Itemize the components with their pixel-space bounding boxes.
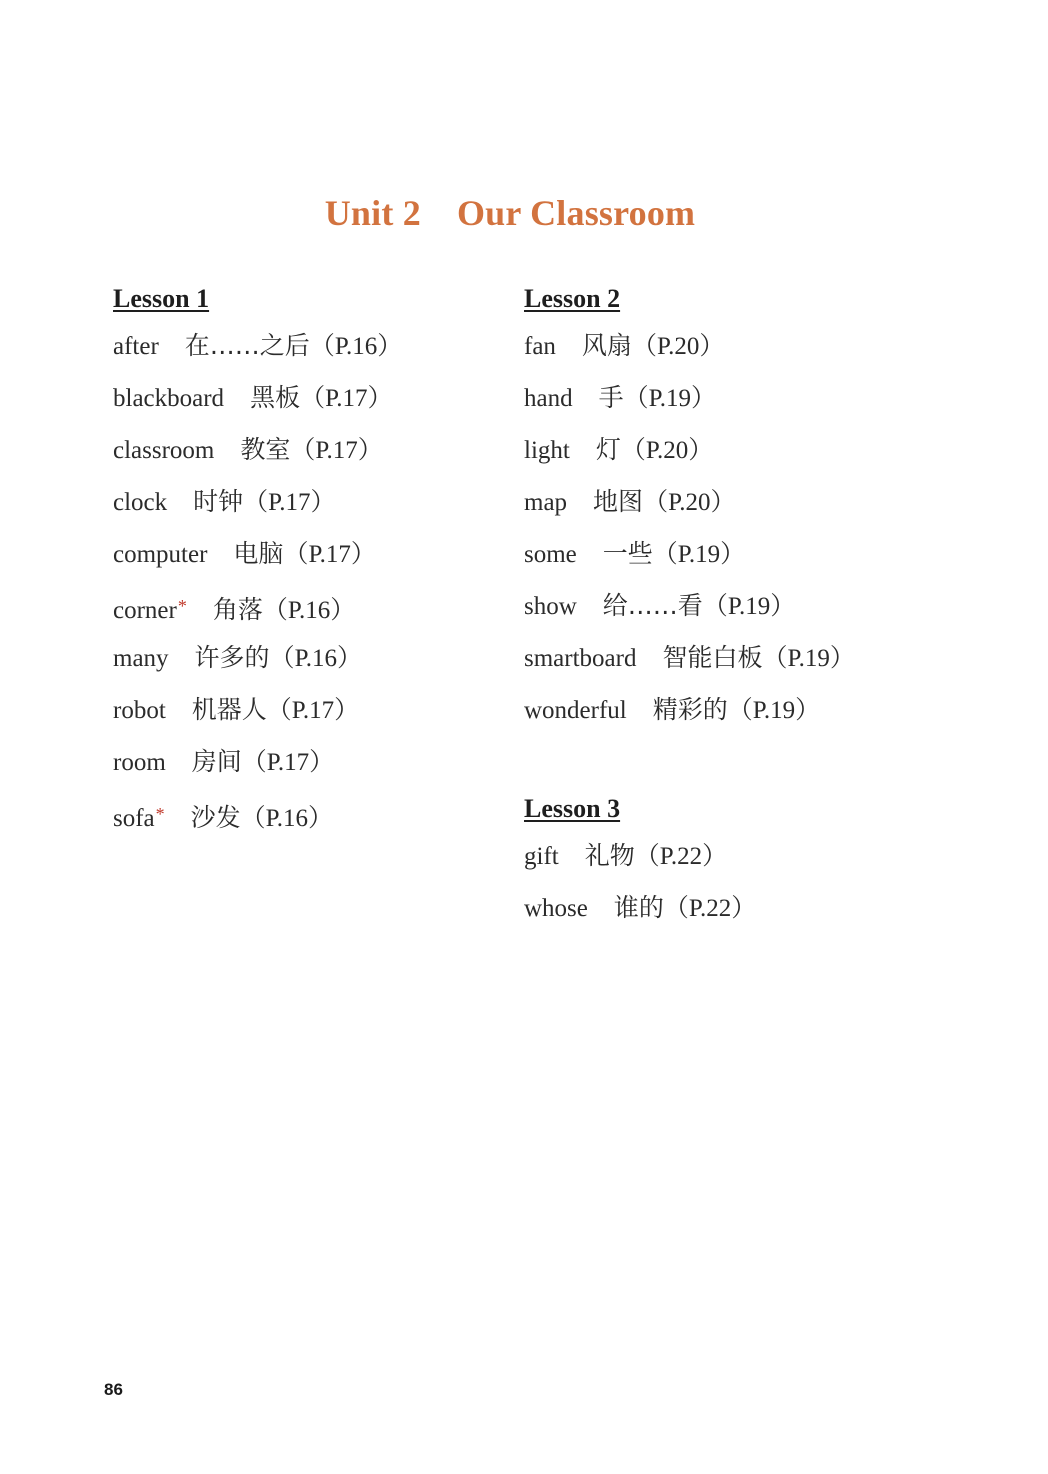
vocab-word: many [113,645,169,672]
vocab-meaning: 时钟 [193,487,244,516]
page-number: 86 [104,1380,123,1399]
lesson-2-3-column [524,278,944,934]
vocab-entry [524,372,944,424]
page-reference: （P.20） [631,333,725,360]
vocab-meaning: 电脑 [233,539,284,568]
vocab-entry [113,632,533,684]
section-spacer [524,736,944,788]
optional-word-star: * [177,596,187,616]
vocab-word: whose [524,895,588,922]
vocab-word: map [524,489,568,516]
vocab-word: classroom [113,437,215,464]
page-reference: （P.17） [300,385,393,412]
vocab-word: robot [113,697,166,724]
vocab-entry [113,476,533,528]
vocab-word: after [113,333,159,360]
vocab-entry [524,882,944,934]
vocab-entry [524,320,944,372]
unit-name: Our Classroom [456,193,696,233]
page-reference: （P.16） [262,597,356,624]
vocab-meaning: 智能白板 [662,643,763,672]
page-reference: （P.19） [702,593,796,620]
vocab-meaning: 黑板 [250,383,301,412]
page-reference: （P.17） [241,749,335,776]
vocab-meaning: 角落 [212,595,263,624]
vocab-word: light [524,437,570,464]
vocab-entry [113,372,533,424]
page-reference: （P.17） [290,437,383,464]
vocab-meaning: 礼物 [584,841,635,870]
vocab-meaning: 许多的 [194,643,270,672]
vocab-word: blackboard [113,385,225,412]
vocab-word: sofa [113,805,155,832]
page-reference: （P.20） [620,437,714,464]
page-reference: （P.22） [663,895,757,922]
vocab-entry [113,320,533,372]
page-reference: （P.16） [269,645,362,672]
vocab-meaning: 手 [598,383,624,412]
vocab-meaning: 灯 [595,435,621,464]
page-reference: （P.16） [240,805,334,832]
vocab-word: show [524,593,577,620]
vocab-meaning: 房间 [191,747,242,776]
vocab-word: some [524,541,577,568]
vocab-entry [524,830,944,882]
vocab-entry [113,684,533,736]
unit-title [0,192,1020,234]
vocab-word: clock [113,489,168,516]
lesson-3-heading: Lesson 3 [524,794,621,823]
vocab-meaning: 教室 [240,435,291,464]
vocab-entry [524,632,944,684]
vocab-word: wonderful [524,697,627,724]
lesson-2-heading: Lesson 2 [524,284,621,313]
page-reference: （P.16） [309,333,403,360]
vocab-meaning: 给……看 [602,591,703,620]
lesson-1-word-list [113,320,533,840]
vocab-meaning: 谁的 [613,893,664,922]
page-reference: （P.22） [634,843,728,870]
page-reference: （P.19） [652,541,746,568]
lesson-3-word-list [524,830,944,934]
vocab-meaning: 风扇 [581,331,632,360]
vocab-meaning: 在……之后 [184,331,310,360]
page-reference: （P.19） [623,385,717,412]
vocab-entry [524,528,944,580]
vocab-word: fan [524,333,556,360]
vocab-word: smartboard [524,645,637,672]
optional-word-star: * [155,804,165,824]
vocab-entry [113,424,533,476]
vocab-entry [113,736,533,788]
vocab-entry [524,424,944,476]
vocab-word: computer [113,541,208,568]
vocab-meaning: 沙发 [190,803,241,832]
page-reference: （P.17） [266,697,360,724]
page-reference: （P.19） [727,697,821,724]
page-reference: （P.17） [243,489,336,516]
page-reference: （P.17） [283,541,376,568]
lesson-1-heading: Lesson 1 [113,284,210,313]
vocab-entry [524,476,944,528]
lesson-1-column [113,278,533,840]
vocab-word: hand [524,385,573,412]
vocab-entry [113,788,533,840]
page-reference: （P.20） [643,489,736,516]
unit-number: Unit 2 [324,193,421,233]
vocab-meaning: 地图 [593,487,644,516]
vocab-meaning: 机器人 [191,695,267,724]
vocab-word: gift [524,843,559,870]
vocab-meaning: 精彩的 [652,695,728,724]
vocab-entry [113,528,533,580]
vocab-word: room [113,749,166,776]
vocab-entry [524,580,944,632]
vocab-entry [524,684,944,736]
page-reference: （P.19） [762,645,855,672]
vocab-word: corner [113,597,177,624]
vocab-meaning: 一些 [602,539,653,568]
lesson-2-word-list [524,320,944,736]
vocab-entry [113,580,533,632]
